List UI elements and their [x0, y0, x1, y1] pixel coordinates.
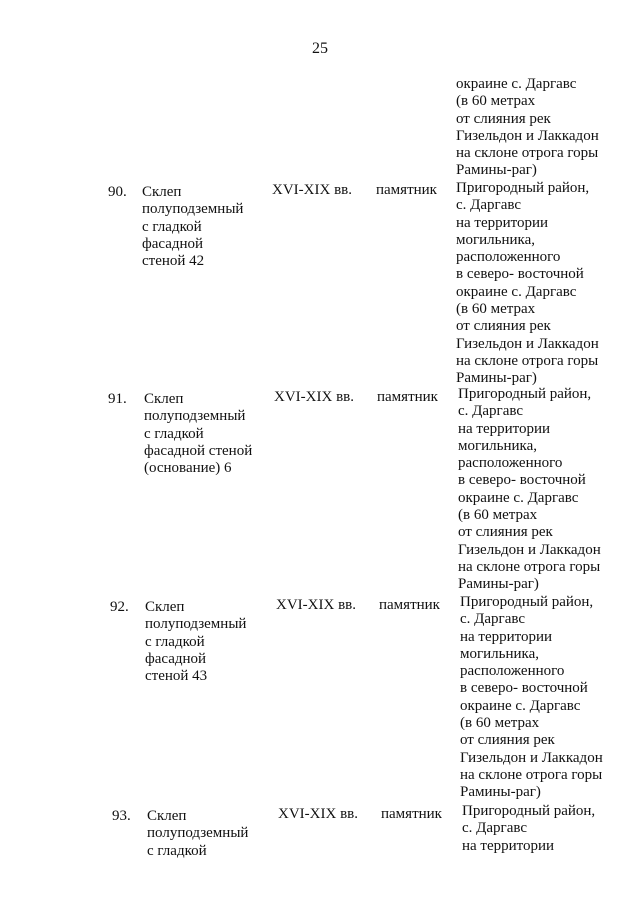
object-date: XVI-XIX вв. [278, 806, 358, 822]
object-type: памятник [379, 597, 440, 613]
row-number: 92. [110, 599, 129, 615]
continuation-location: окраине с. Даргавс (в 60 метрах от слияния рек Гизельдон и Лаккадон на склоне отрога горы Рамины-раг) [456, 76, 599, 179]
object-date: XVI-XIX вв. [272, 182, 352, 198]
object-name: Склеп полуподземный с гладкой фасадной стеной (основание) 6 [144, 391, 253, 477]
object-type: памятник [381, 806, 442, 822]
object-location: Пригородный район, с. Даргавс на территории могильника, расположенного в северо- восточной окраине с. Даргавс (в 60 метрах от слияния рек Гизельдон и Лаккадон на склоне отрога горы Рамины-раг) [456, 180, 599, 387]
object-name: Склеп полуподземный с гладкой [147, 808, 249, 859]
row-number: 93. [112, 808, 131, 824]
object-name: Склеп полуподземный с гладкой фасадной стеной 43 [145, 599, 247, 685]
object-type: памятник [376, 182, 437, 198]
page-number: 25 [312, 40, 328, 57]
object-date: XVI-XIX вв. [276, 597, 356, 613]
object-location: Пригородный район, с. Даргавс на территории могильника, расположенного в северо- восточной окраине с. Даргавс (в 60 метрах от слияния рек Гизельдон и Лаккадон на склоне отрога горы Рамины-раг) [458, 386, 601, 593]
object-name: Склеп полуподземный с гладкой фасадной стеной 42 [142, 184, 244, 270]
object-location: Пригородный район, с. Даргавс на территории могильника, расположенного в северо- восточной окраине с. Даргавс (в 60 метрах от слияния рек Гизельдон и Лаккадон на склоне отрога горы Рамины-раг) [460, 594, 603, 801]
object-type: памятник [377, 389, 438, 405]
object-location: Пригородный район, с. Даргавс на территории [462, 803, 596, 854]
object-date: XVI-XIX вв. [274, 389, 354, 405]
row-number: 90. [108, 184, 127, 200]
row-number: 91. [108, 391, 127, 407]
